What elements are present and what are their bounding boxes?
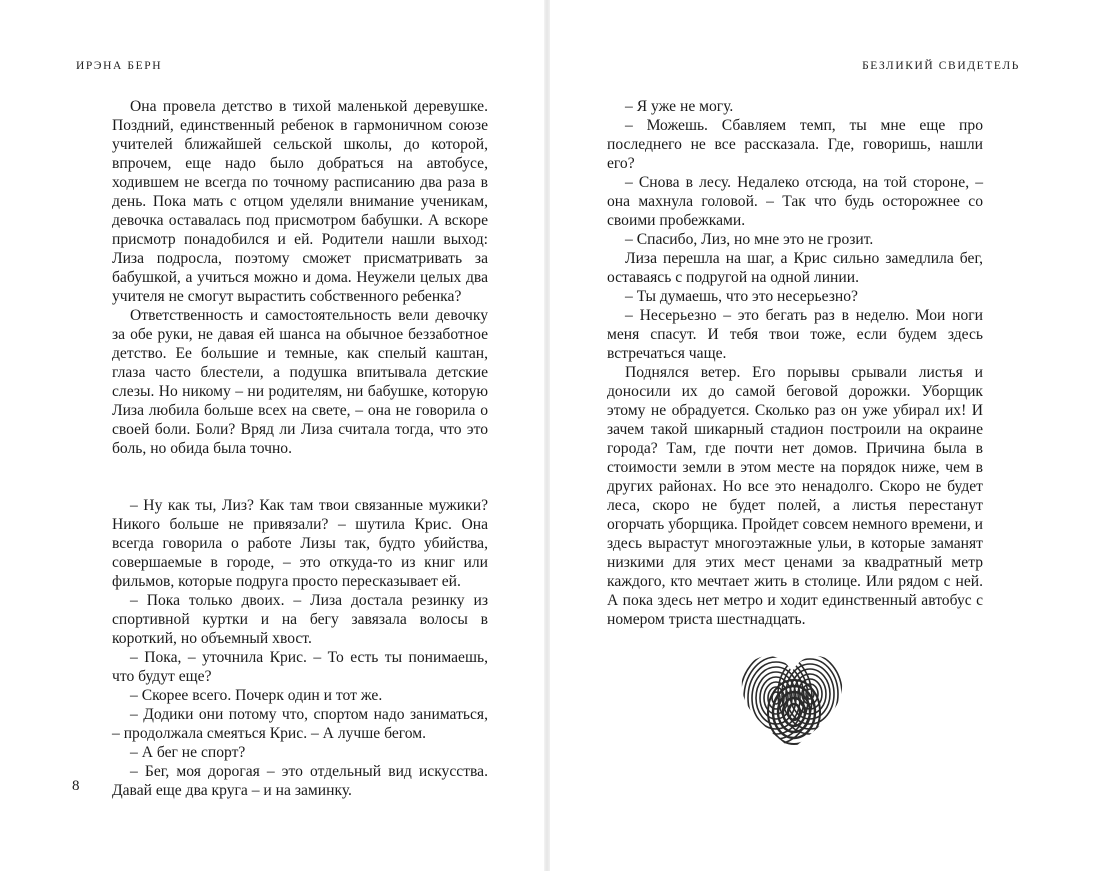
- paragraph: Поднялся ветер. Его порывы срывали листья и доносили их до самой беговой дорожки. Уборщик этому не обрадуется. Сколько раз он уже убирал их! И зачем такой шикарный стадион построили на окраине города? Там, где почти нет домов. Причина была в стоимости земли в этом месте на порядок ниже, чем в других районах. Но все это ненадолго. Скоро не будет леса, скоро не будет полей, а листья перестанут огорчать уборщика. Пройдет совсем немного времени, и здесь вырастут многоэтажные ульи, в которые заманят низкими для этих мест ценами за квадратный метр каждого, кто мечтает жить в столице. Или рядом с ней. А пока здесь нет метро и ходит единственный автобус с номером триста шестнадцать.: [607, 364, 983, 628]
- paragraph: Лиза перешла на шаг, а Крис сильно замедлила бег, оставаясь с подругой на одной линии.: [607, 250, 983, 286]
- running-head-author: ИРЭНА БЕРН: [76, 60, 163, 72]
- dialogue-paragraph: – Снова в лесу. Недалеко отсюда, на той стороне, – она махнула головой. – Так что будь осторожнее со своими пробежками.: [607, 174, 983, 229]
- dialogue-paragraph: – Ну как ты, Лиз? Как там твои связанные мужики? Никого больше не привязали? – шутила Крис. Она всегда говорила о работе Лизы так, будто убийства, совершаемые в городе, – это откуда-то из книг или фильмов, которые подруга просто пересказывает ей.: [112, 497, 488, 590]
- left-text-block: [112, 97, 488, 800]
- dialogue-paragraph: – Несерьезно – это бегать раз в неделю. Мои ноги меня спасут. И тебя твои тоже, если будем здесь встречаться чаще.: [607, 307, 983, 362]
- dialogue-paragraph: – Пока только двоих. – Лиза достала резинку из спортивной куртки и на бегу завязала волосы в короткий, но объемный хвост.: [112, 592, 488, 647]
- left-page: [0, 0, 544, 871]
- dialogue-paragraph: – Бег, моя дорогая – это отдельный вид искусства. Давай еще два круга – и на заминку.: [112, 763, 488, 799]
- paragraph: Ответственность и самостоятельность вели девочку за обе руки, не давая ей шанса на обычное беззаботное детство. Ее большие и темные, как спелый каштан, глаза часто блестели, а подушка впитывала детские слезы. Но никому – ни родителям, ни бабушке, которую Лиза любила больше всех на свете, – она не говорила о своей боли. Боли? Вряд ли Лиза считала тогда, что это боль, но обида была точно.: [112, 307, 488, 457]
- dialogue-paragraph: – Я уже не могу.: [625, 98, 734, 115]
- dialogue-paragraph: – Ты думаешь, что это несерьезно?: [625, 288, 858, 305]
- fingerprint-heart-icon: [738, 654, 846, 754]
- dialogue-paragraph: – Додики они потому что, спортом надо заниматься, – продолжала смеяться Крис. – А лучше бегом.: [112, 706, 488, 742]
- page-number: 8: [72, 778, 80, 794]
- dialogue-paragraph: – Скорее всего. Почерк один и тот же.: [130, 687, 383, 704]
- section-break: [112, 458, 488, 496]
- running-head-title: БЕЗЛИКИЙ СВИДЕТЕЛЬ: [862, 60, 1020, 72]
- dialogue-paragraph: – Спасибо, Лиз, но мне это не грозит.: [625, 231, 874, 248]
- right-page: [550, 0, 1096, 871]
- right-text-block: [607, 97, 983, 629]
- dialogue-paragraph: – Пока, – уточнила Крис. – То есть ты понимаешь, что будут еще?: [112, 649, 488, 685]
- paragraph: Она провела детство в тихой маленькой деревушке. Поздний, единственный ребенок в гармоничном союзе учителей ближайшей сельской школы, до которой, впрочем, еще надо было добраться на автобусе, ходившем не всегда по точному расписанию два раза в день. Пока мать с отцом уделяли внимание ученикам, девочка оставалась под присмотром бабушки. А вскоре присмотр понадобился и ей. Родители нашли выход: Лиза подросла, поэтому сможет присматривать за бабушкой, а учиться можно и дома. Неужели целых два учителя не смогут вырастить собственного ребенка?: [112, 98, 488, 305]
- dialogue-paragraph: – Можешь. Сбавляем темп, ты мне еще про последнего не все рассказала. Где, говоришь, нашли его?: [607, 117, 983, 172]
- dialogue-paragraph: – А бег не спорт?: [130, 744, 246, 761]
